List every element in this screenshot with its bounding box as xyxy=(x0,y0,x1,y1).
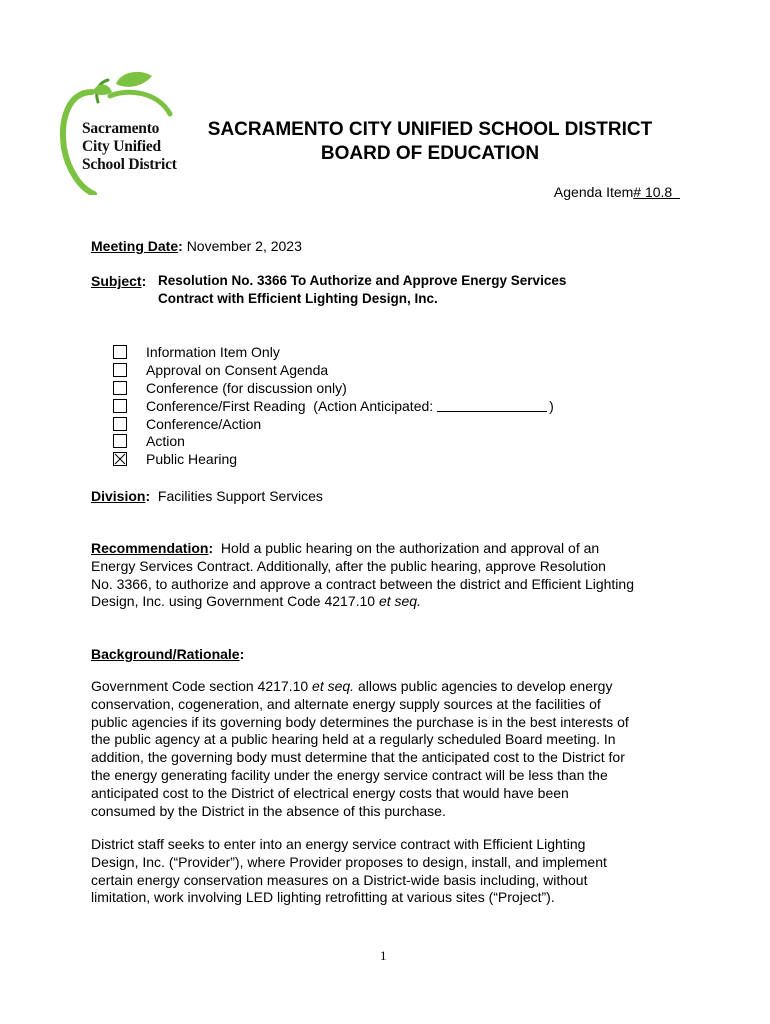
recommendation-label: Recommendation xyxy=(91,540,209,556)
agenda-label: Agenda Item xyxy=(553,184,634,200)
checklist-item[interactable]: Public Hearing xyxy=(113,450,554,468)
checklist-item[interactable]: Action xyxy=(113,432,554,450)
background-heading: Background/Rationale: xyxy=(91,646,245,662)
page-title: SACRAMENTO CITY UNIFIED SCHOOL DISTRICT xyxy=(207,119,653,140)
checklist-item[interactable]: Approval on Consent Agenda xyxy=(113,361,554,379)
action-anticipated-blank xyxy=(437,399,547,412)
background-paragraph-2: District staff seeks to enter into an energy service contract with Efficient Lighting Design, Inc. (“Provider”), where Provider proposes to design, install, and implement certain energy conservation measures on a District-wide basis including, without limitation, work involving LED lighting retrofitting at various sites (“Project”). xyxy=(91,836,607,906)
page-number: 1 xyxy=(380,948,387,963)
checkbox[interactable] xyxy=(113,363,127,377)
division-value: Facilities Support Services xyxy=(157,488,323,504)
logo-line-3: School District xyxy=(82,156,177,173)
meeting-date-label: Meeting Date xyxy=(91,238,179,254)
subject-label: Subject xyxy=(91,273,142,289)
agenda-item xyxy=(554,184,680,200)
checklist-item[interactable]: Conference/Action xyxy=(113,415,554,433)
item-type-checklist xyxy=(113,343,554,468)
checklist-item[interactable]: Information Item Only xyxy=(113,343,554,361)
division-label: Division xyxy=(91,488,146,504)
division: Division: Facilities Support Services xyxy=(91,488,323,504)
checkbox[interactable] xyxy=(113,381,127,395)
checkbox[interactable] xyxy=(113,434,127,448)
checklist-item[interactable]: Conference/First Reading (Action Anticipated: ) xyxy=(113,397,554,415)
checkbox[interactable] xyxy=(113,417,127,431)
recommendation: Recommendation: Hold a public hearing on the authorization and approval of an Energy Services Contract. Additionally, after the public hearing, approve Resolution No. 3366, to authorize and approve a contract between the district and Efficient Lighting Design, Inc. using Government Code 4217.10 et seq. xyxy=(91,540,634,610)
checkbox[interactable] xyxy=(113,399,127,413)
agenda-number: # 10.8 xyxy=(633,184,680,200)
background-paragraph-1: Government Code section 4217.10 et seq. allows public agencies to develop energy conservation, cogeneration, and alternate energy supply sources at the facilities of public agencies if its governing body determines the purchase is in the best interests of the public agency at a public hearing held at a regularly scheduled Board meeting. In addition, the governing body must determine that the anticipated cost to the District for the energy generating facility under the energy service contract will be less than the anticipated cost to the District of electrical energy costs that would have been consumed by the District in the absence of this purchase. xyxy=(91,678,629,819)
subject-line-2: Contract with Efficient Lighting Design, Inc. xyxy=(158,291,438,306)
checklist-item[interactable]: Conference (for discussion only) xyxy=(113,379,554,397)
meeting-date-value: November 2, 2023 xyxy=(186,238,302,254)
meeting-date: Meeting Date: November 2, 2023 xyxy=(91,238,302,254)
logo-line-1: Sacramento xyxy=(82,120,160,137)
checkbox-checked[interactable] xyxy=(113,452,127,466)
logo-line-2: City Unified xyxy=(82,138,161,155)
page-subtitle: BOARD OF EDUCATION xyxy=(320,143,540,164)
subject: Subject: xyxy=(91,273,147,289)
checkbox[interactable] xyxy=(113,345,127,359)
subject-line-1: Resolution No. 3366 To Authorize and Approve Energy Services xyxy=(158,273,567,288)
x-mark-icon xyxy=(114,453,126,465)
